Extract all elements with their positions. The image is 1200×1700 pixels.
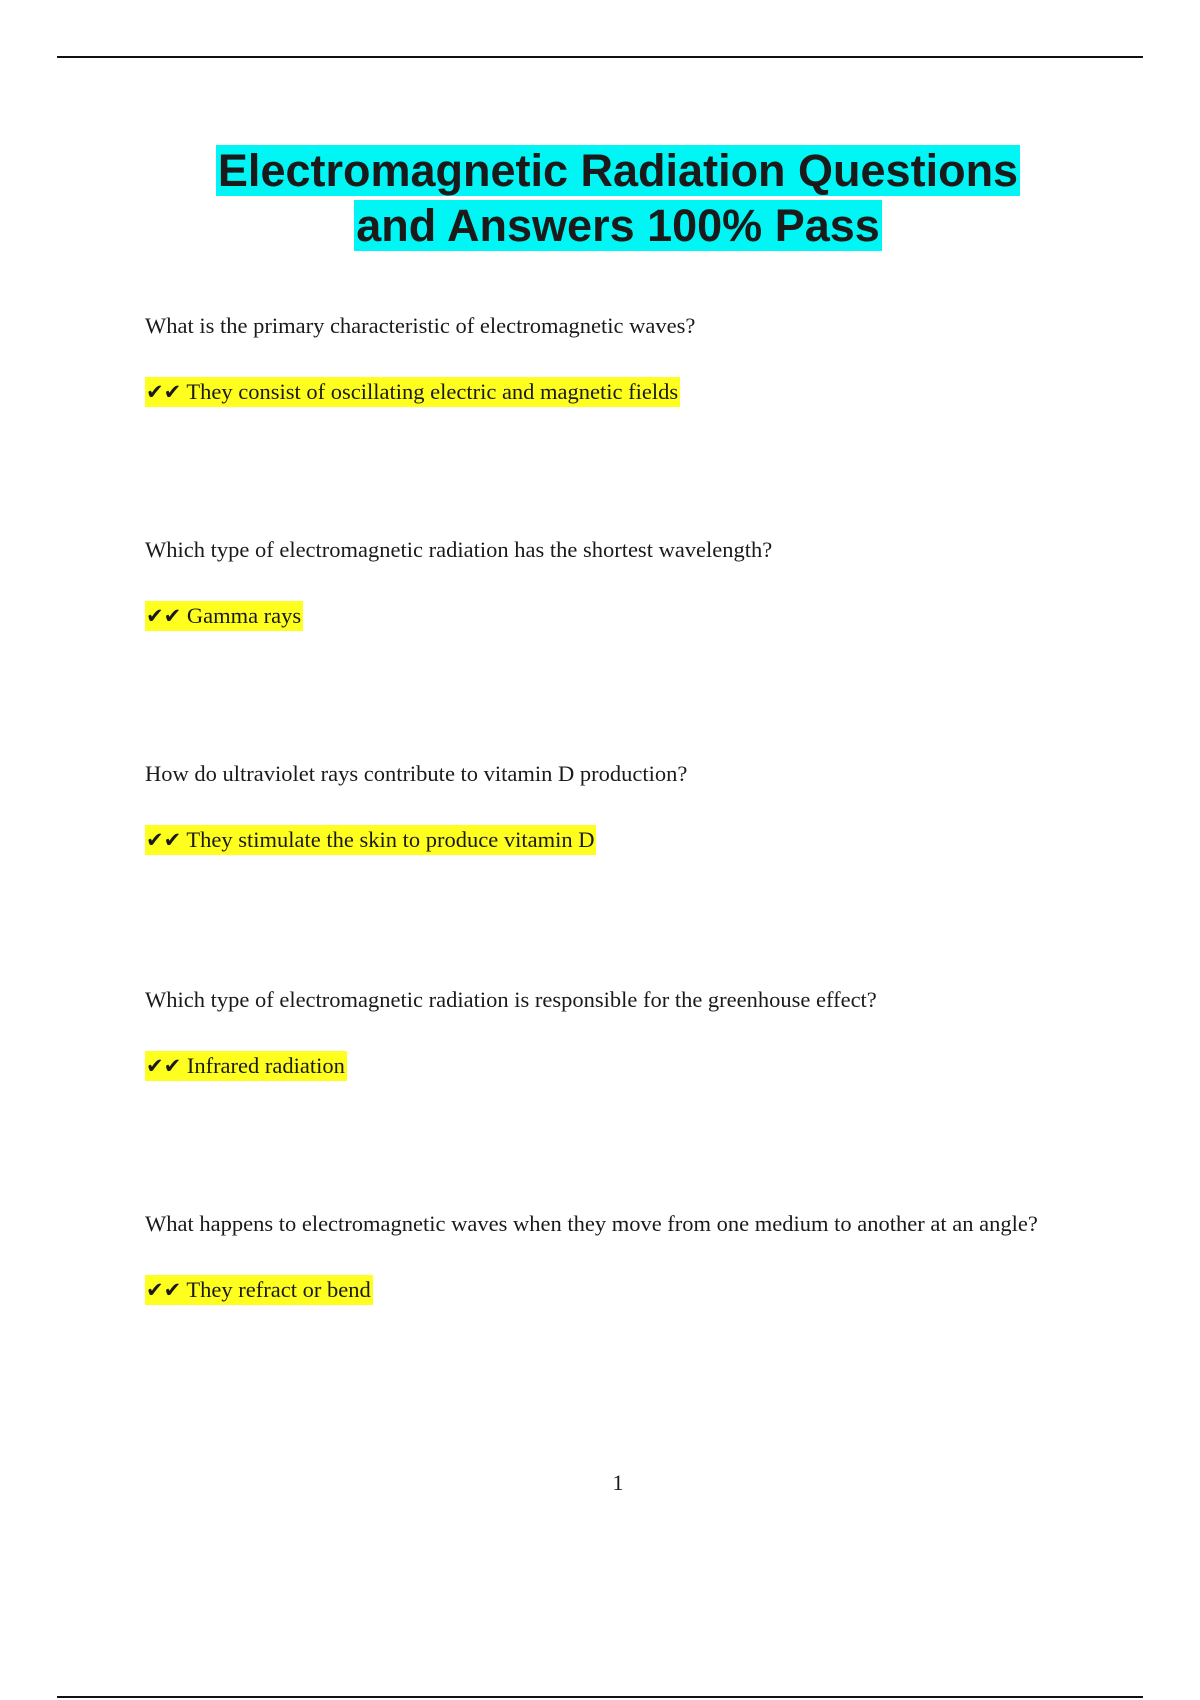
qa-item-5 — [145, 1196, 1045, 1307]
answer-text — [145, 599, 1045, 633]
question-text: What is the primary characteristic of electromagnetic waves? — [145, 313, 696, 338]
qa-item-4 — [145, 972, 1045, 1083]
page-number: 1 — [612, 1470, 624, 1495]
question-text: Which type of electromagnetic radiation is responsible for the greenhouse effect? — [145, 987, 877, 1012]
question-text: Which type of electromagnetic radiation has the shortest wavelength? — [145, 537, 773, 562]
answer-highlight — [145, 1051, 347, 1081]
answer-highlight — [145, 601, 303, 631]
answer-label: Gamma rays — [186, 603, 302, 628]
answer-text — [145, 1273, 1045, 1307]
title-line-1: Electromagnetic Radiation Questions — [217, 145, 1019, 196]
qa-item-2 — [145, 522, 1045, 633]
double-check-icon: ✔✔ — [146, 1278, 182, 1302]
double-check-icon: ✔✔ — [146, 828, 182, 852]
qa-item-3 — [145, 746, 1045, 857]
page-title — [0, 143, 1200, 253]
answer-label: They stimulate the skin to produce vitamin D — [186, 827, 595, 852]
title-line-2: and Answers 100% Pass — [356, 200, 880, 251]
answer-text — [145, 1049, 1045, 1083]
answer-highlight — [145, 825, 596, 855]
qa-item-1 — [145, 298, 1045, 409]
question-text: What happens to electromagnetic waves when they move from one medium to another at an angle? — [145, 1211, 1038, 1236]
bottom-rule — [57, 1696, 1143, 1698]
double-check-icon: ✔✔ — [146, 1054, 182, 1078]
answer-label: Infrared radiation — [186, 1053, 345, 1078]
answer-text — [145, 823, 1045, 857]
answer-highlight — [145, 377, 680, 407]
question-text: How do ultraviolet rays contribute to vitamin D production? — [145, 761, 688, 786]
answer-label: They refract or bend — [186, 1277, 371, 1302]
answer-highlight — [145, 1275, 373, 1305]
double-check-icon: ✔✔ — [146, 604, 182, 628]
top-rule — [57, 56, 1143, 58]
answer-label: They consist of oscillating electric and magnetic fields — [186, 379, 679, 404]
double-check-icon: ✔✔ — [146, 380, 182, 404]
answer-text — [145, 375, 1045, 409]
